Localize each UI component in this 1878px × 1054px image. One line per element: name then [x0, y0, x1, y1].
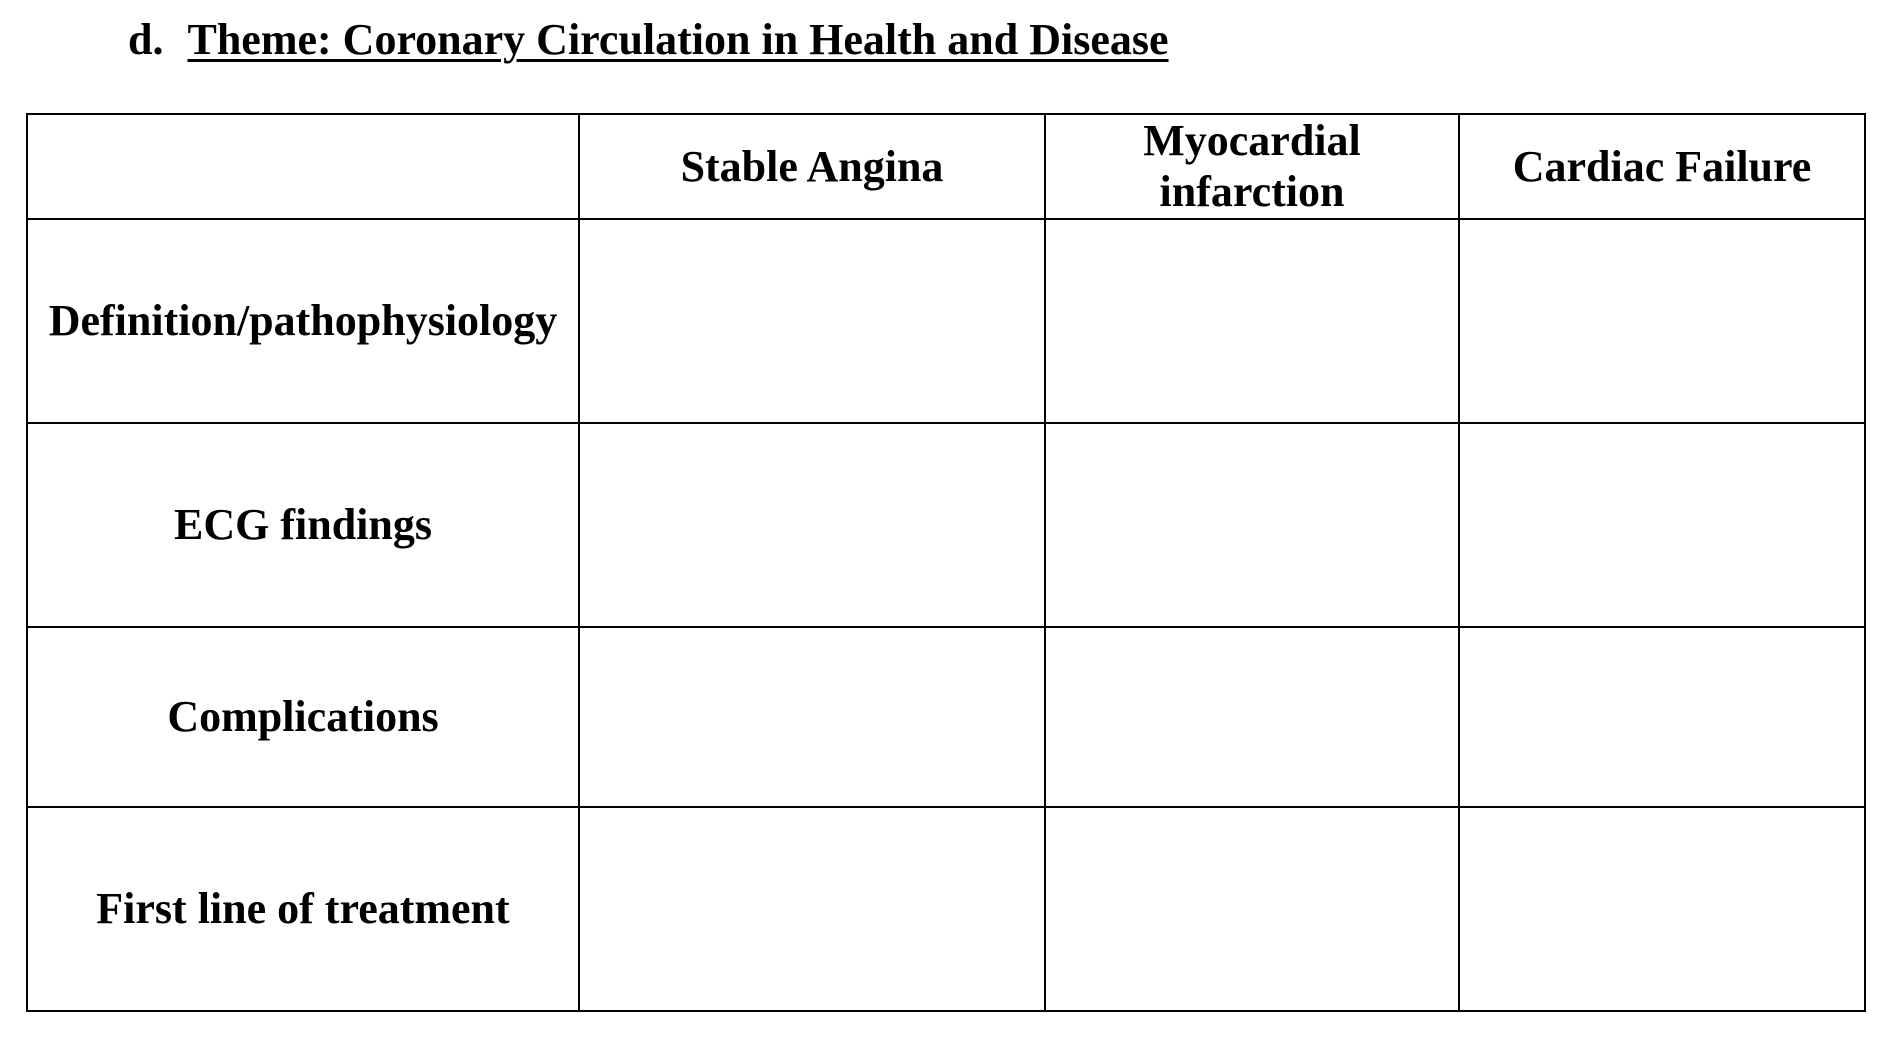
table-row: [27, 627, 1865, 807]
row-header-ecg-findings: ECG findings: [27, 423, 579, 627]
table-row: [27, 423, 1865, 627]
table-cell[interactable]: [579, 423, 1045, 627]
corner-cell: [27, 114, 579, 219]
row-header-complications: Complications: [27, 627, 579, 807]
comparison-table: [26, 113, 1866, 1012]
table-row: [27, 807, 1865, 1011]
table-cell[interactable]: [1045, 423, 1459, 627]
table-cell[interactable]: [1459, 219, 1865, 423]
table-cell[interactable]: [579, 219, 1045, 423]
row-header-first-line-treatment: First line of treatment: [27, 807, 579, 1011]
header-row: [27, 114, 1865, 219]
table-cell[interactable]: [1459, 807, 1865, 1011]
theme-title: Theme: Coronary Circulation in Health and Disease: [187, 15, 1169, 64]
table-cell[interactable]: [1459, 423, 1865, 627]
table-cell[interactable]: [1459, 627, 1865, 807]
table-cell[interactable]: [1045, 219, 1459, 423]
column-header-cardiac-failure: Cardiac Failure: [1459, 114, 1865, 219]
column-header-myocardial-infarction: Myocardial infarction: [1045, 114, 1459, 219]
column-header-stable-angina: Stable Angina: [579, 114, 1045, 219]
row-header-definition: Definition/pathophysiology: [27, 219, 579, 423]
table-cell[interactable]: [579, 627, 1045, 807]
table-cell[interactable]: [1045, 807, 1459, 1011]
section-label: d.: [128, 15, 164, 64]
table-row: [27, 219, 1865, 423]
table-cell[interactable]: [579, 807, 1045, 1011]
table-cell[interactable]: [1045, 627, 1459, 807]
section-heading: [128, 14, 1169, 67]
